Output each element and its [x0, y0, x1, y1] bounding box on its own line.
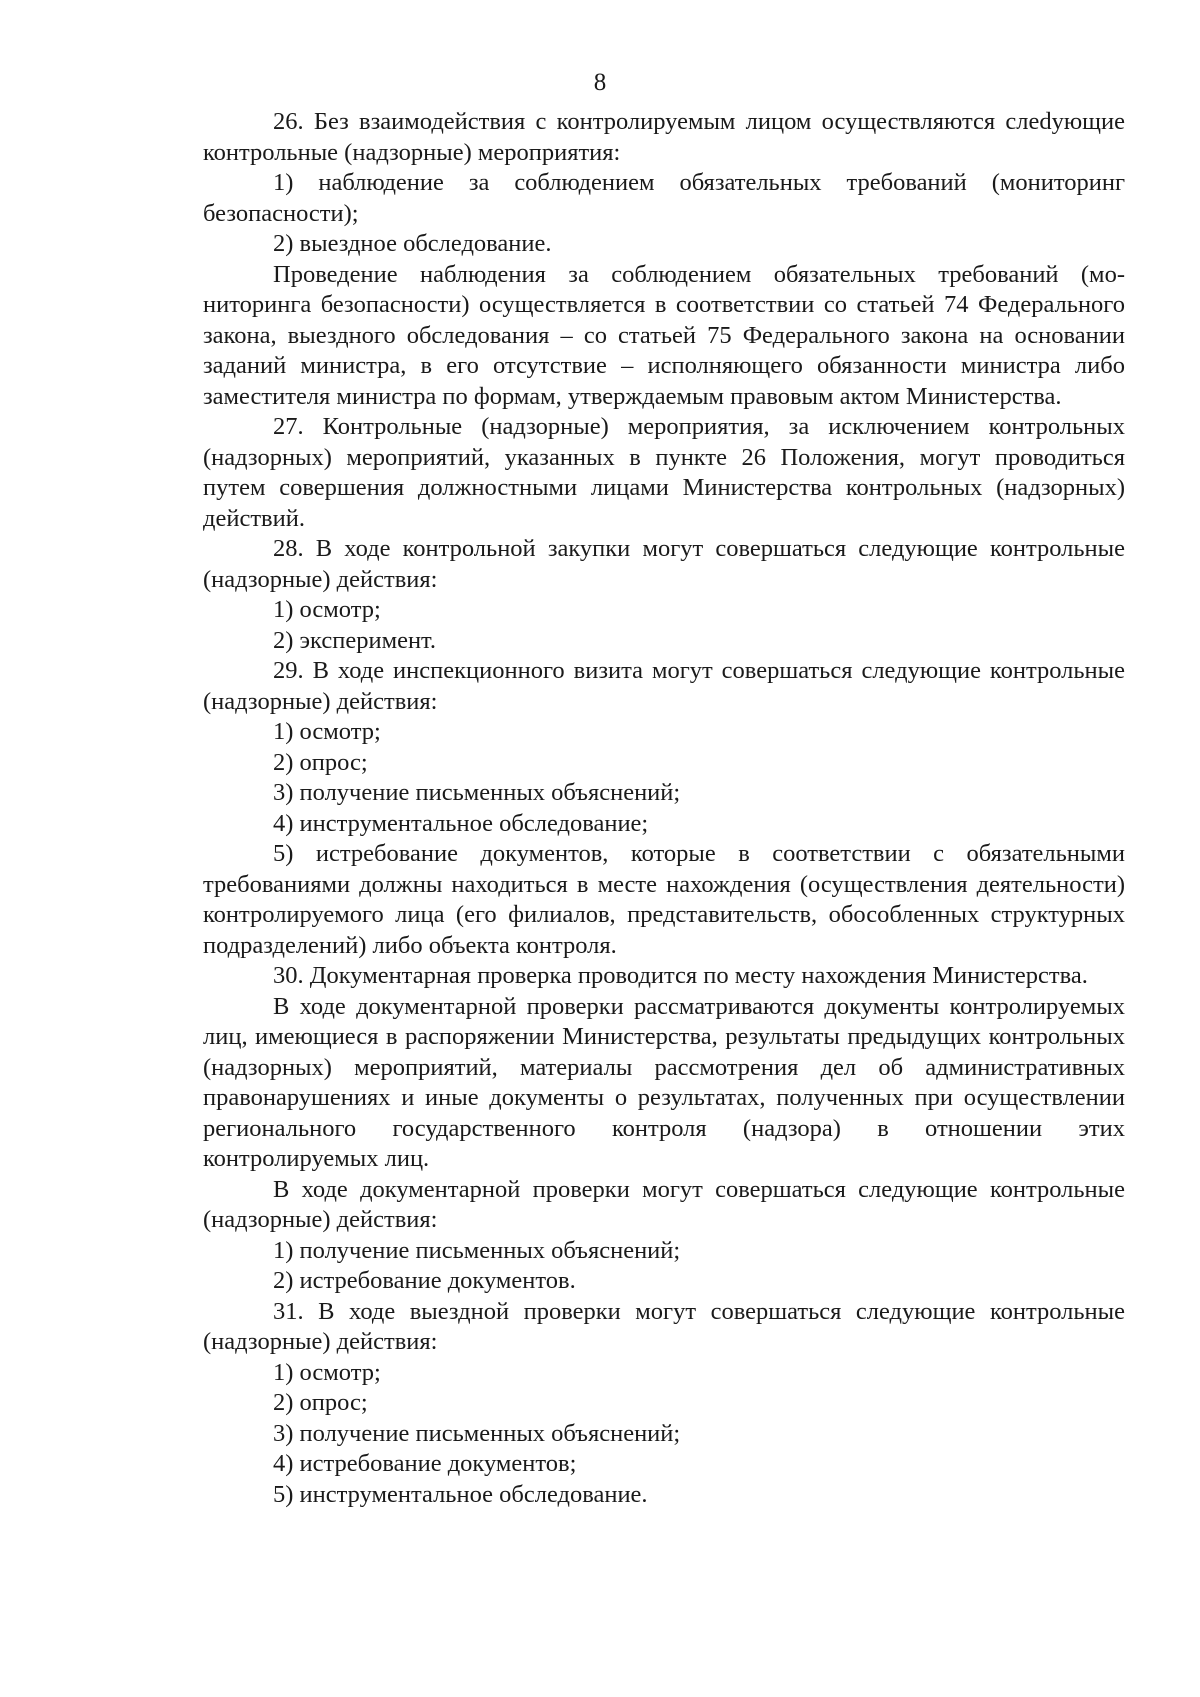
paragraph-30-details: В ходе документарной проверки рассматриваются документы контролируемых лиц, имеющиеся в распоряжении Министерства, результаты предыдущих контрольных (надзорных) мероприятий, материалы рассмотрения дел об административных правонарушениях и иные документы о результатах, полученных при осуществлении регионального государственного контроля (надзора) в отношении этих контролируемых лиц.	[203, 992, 1125, 1172]
list-item: 3) получение письменных объяснений;	[273, 779, 681, 806]
paragraph-26-intro: 26. Без взаимодействия с контролируемым лицом осуществляются слеdующие контрольные (надзорные) мероприятия:	[203, 108, 1125, 166]
paragraph-30: 30. Документарная проверка проводится по месту нахождения Министерства.	[273, 962, 1088, 989]
list-item: 3) получение письменных объяснений;	[273, 1419, 681, 1447]
list-item: 1) наблюдение за соблюдением обязательных требований (мониторинг безопасности);	[203, 169, 1125, 227]
list-item: 4) инструментальное обследование;	[273, 809, 649, 837]
list-item: 1) получение письменных объяснений;	[273, 1236, 681, 1264]
paragraph-29-intro: 29. В ходе инспекционного визита могут совершаться следующие контрольные (надзорные) действия:	[203, 657, 1125, 715]
document-body	[203, 107, 1125, 1510]
list-item: 2) эксперимент.	[273, 626, 437, 654]
list-item: 2) выездное обследование.	[273, 230, 552, 257]
paragraph-28-intro: 28. В ходе контрольной закупки могут совершаться следующие контрольные (надзорные) действия:	[203, 535, 1125, 593]
list-item: 2) опрос;	[273, 1389, 368, 1416]
paragraph-30-actions-intro: В ходе документарной проверки могут совершаться следующие контрольные (надзорные) действия:	[203, 1175, 1125, 1233]
list-item: 5) инструментальное обследование.	[273, 1480, 648, 1508]
paragraph-31-intro: 31. В ходе выездной проверки могут совершаться следующие контрольные (надзорные) действия:	[203, 1297, 1125, 1355]
list-item: 2) истребование документов.	[273, 1267, 576, 1294]
list-item: 2) опрос;	[273, 748, 368, 776]
paragraph-27: 27. Контрольные (надзорные) мероприятия, за исключением контрольных (надзорных) мероприятий, указанных в пункте 26 Положения, могут проводиться путем совершения должностными лицами Министерства контрольных (надзорных) действий.	[203, 413, 1125, 532]
list-item: 1) осмотр;	[273, 596, 381, 623]
list-item: 1) осмотр;	[273, 718, 381, 745]
paragraph-26-details: Проведение наблюдения за соблюдением обязательных требований (мониторинга безопасности) осуществляется в соответствии со статьей 74 Федерального закона, выездного обследования – со статьей 75 Федерального закона на основании заданий министра, в его отсутствие – исполняющего обязанности министра либо заместителя министра по формам, утверждаемым правовым актом Министерства.	[203, 260, 1125, 410]
list-item: 5) истребование документов, которые в соответствии с обязательными требованиями должны находиться в месте нахождения (осуществления деятельности) контролируемого лица (его филиалов, представительств, обособленных структурных подразделений) либо объекта контроля.	[203, 840, 1125, 959]
list-item: 4) истребование документов;	[273, 1450, 577, 1477]
list-item: 1) осмотр;	[273, 1358, 381, 1386]
page-number: 8	[593, 69, 607, 96]
